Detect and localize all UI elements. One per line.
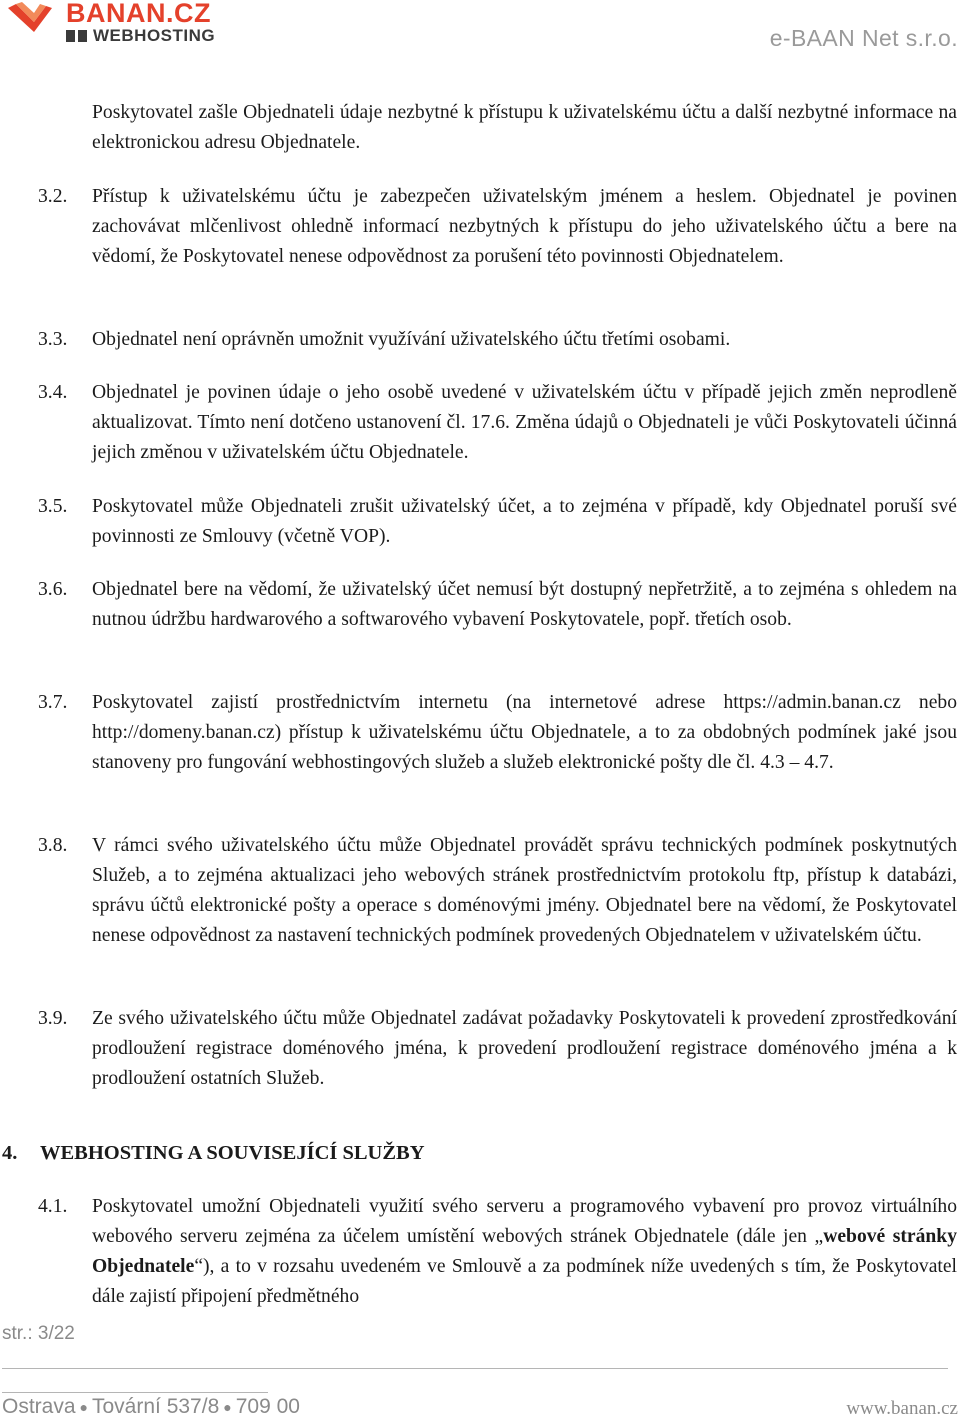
clause-text: Přístup k uživatelskému účtu je zabezpečen uživatelským jménem a heslem. Objednatel je povinen zachovávat mlčenlivost ohledně informací nezbytných k přístupu do jeho uživatelského účtu a bere na vědomí, že Poskytovatel nenese odpovědnost za porušení této povinnosti Objednatelem. — [92, 186, 957, 267]
logo-subtitle — [66, 26, 215, 46]
footer-address-rule — [2, 1392, 268, 1393]
clause-text-end: “), a to v rozsahu uvedeném ve Smlouvě a za podmínek níže uvedených s tím, že Poskytovatel dále zajistí připojení předmětného — [92, 1256, 957, 1307]
logo-bars-icon — [66, 30, 87, 42]
address-zip: 709 00 — [235, 1395, 300, 1418]
intro-paragraph: Poskytovatel zašle Objednateli údaje nezbytné k přístupu k uživatelskému účtu a další nezbytné informace na elektronickou adresu Objednatele. — [92, 102, 957, 153]
company-name: e-BAAN Net s.r.o. — [769, 25, 958, 51]
clause-text: Poskytovatel může Objednateli zrušit uživatelský účet, a to zejména v případě, kdy Objednatel poruší své povinnosti ze Smlouvy (včetně VOP). — [92, 496, 957, 547]
footer-address — [2, 1395, 300, 1419]
clause-text — [92, 1192, 957, 1312]
footer-website: www.banan.cz — [846, 1398, 958, 1419]
clause-number: 3.8. — [38, 835, 68, 856]
section-title: WEBHOSTING A SOUVISEJÍCÍ SLUŽBY — [40, 1142, 425, 1164]
address-street: Tovární 537/8 — [92, 1395, 220, 1418]
banan-logo — [6, 2, 246, 46]
clause-number: 3.7. — [38, 692, 68, 713]
clause-number: 3.3. — [38, 329, 68, 350]
address-city: Ostrava — [2, 1395, 76, 1418]
footer-divider — [2, 1368, 948, 1369]
logo-subtitle-text: WEBHOSTING — [93, 26, 216, 45]
clause-text-start: Poskytovatel umožní Objednateli využití svého serveru a programového vybavení pro provoz virtuálního webového serveru zejména za účelem umístění webových stránek Objednatele (dále jen „ — [92, 1196, 957, 1247]
clause-text: Objednatel je povinen údaje o jeho osobě uvedené v uživatelském účtu v případě jejich změn neprodleně aktualizovat. Tímto není dotčeno ustanovení čl. 17.6. Změna údajů o Objednateli je vůči Poskytovateli účinná jejich změnou v uživatelském účtu Objednatele. — [92, 382, 957, 463]
clause-number: 3.5. — [38, 496, 68, 517]
clause-number: 3.6. — [38, 579, 68, 600]
clause-text: Ze svého uživatelského účtu může Objednatel zadávat požadavky Poskytovateli k provedení zprostředkování prodloužení registrace doménového jména, k provedení prodloužení registrace doménového jména a k prodloužení ostatních Služeb. — [92, 1008, 957, 1089]
clause-text: V rámci svého uživatelského účtu může Objednatel provádět správu technických podmínek poskytnutých Služeb, a to zejména aktualizaci jeho webových stránek prostřednictvím protokolu ftp, přístup k databázi, správu účtů elektronické pošty a operace s doménovými jmény. Objednatel bere na vědomí, že Poskytovatel nenese odpovědnost za nastavení technických podmínek provedených Objednatelem v uživatelském účtu. — [92, 835, 957, 946]
clause-number: 3.2. — [38, 186, 68, 207]
defined-term: webové stránky Objednatele — [92, 1226, 957, 1277]
clause-number: 4.1. — [38, 1196, 68, 1217]
bullet-icon: ● — [223, 1399, 232, 1416]
clause-text: Objednatel není oprávněn umožnit využívání uživatelského účtu třetími osobami. — [92, 329, 731, 350]
banana-logo-icon — [6, 2, 60, 42]
section-number: 4. — [2, 1142, 18, 1164]
clause-text: Objednatel bere na vědomí, že uživatelský účet nemusí být dostupný nepřetržitě, a to zejména s ohledem na nutnou údržbu hardwarového a softwarového vybavení Poskytovatele, popř. třetích osob. — [92, 579, 957, 630]
clause-number: 3.9. — [38, 1008, 68, 1029]
clause-text: Poskytovatel zajistí prostřednictvím internetu (na internetové adrese https://admin.banan.cz nebo http://domeny.banan.cz) přístup k uživatelskému účtu Objednatele, a to za obdobných podmínek jaké jsou stanoveny pro fungování webhostingových služeb a služeb elektronické pošty dle čl. 4.3 – 4.7. — [92, 692, 957, 773]
bullet-icon: ● — [79, 1399, 88, 1416]
logo-brand-text: BANAN.CZ — [66, 0, 211, 28]
page-number: str.: 3/22 — [2, 1323, 75, 1344]
clause-number: 3.4. — [38, 382, 68, 403]
